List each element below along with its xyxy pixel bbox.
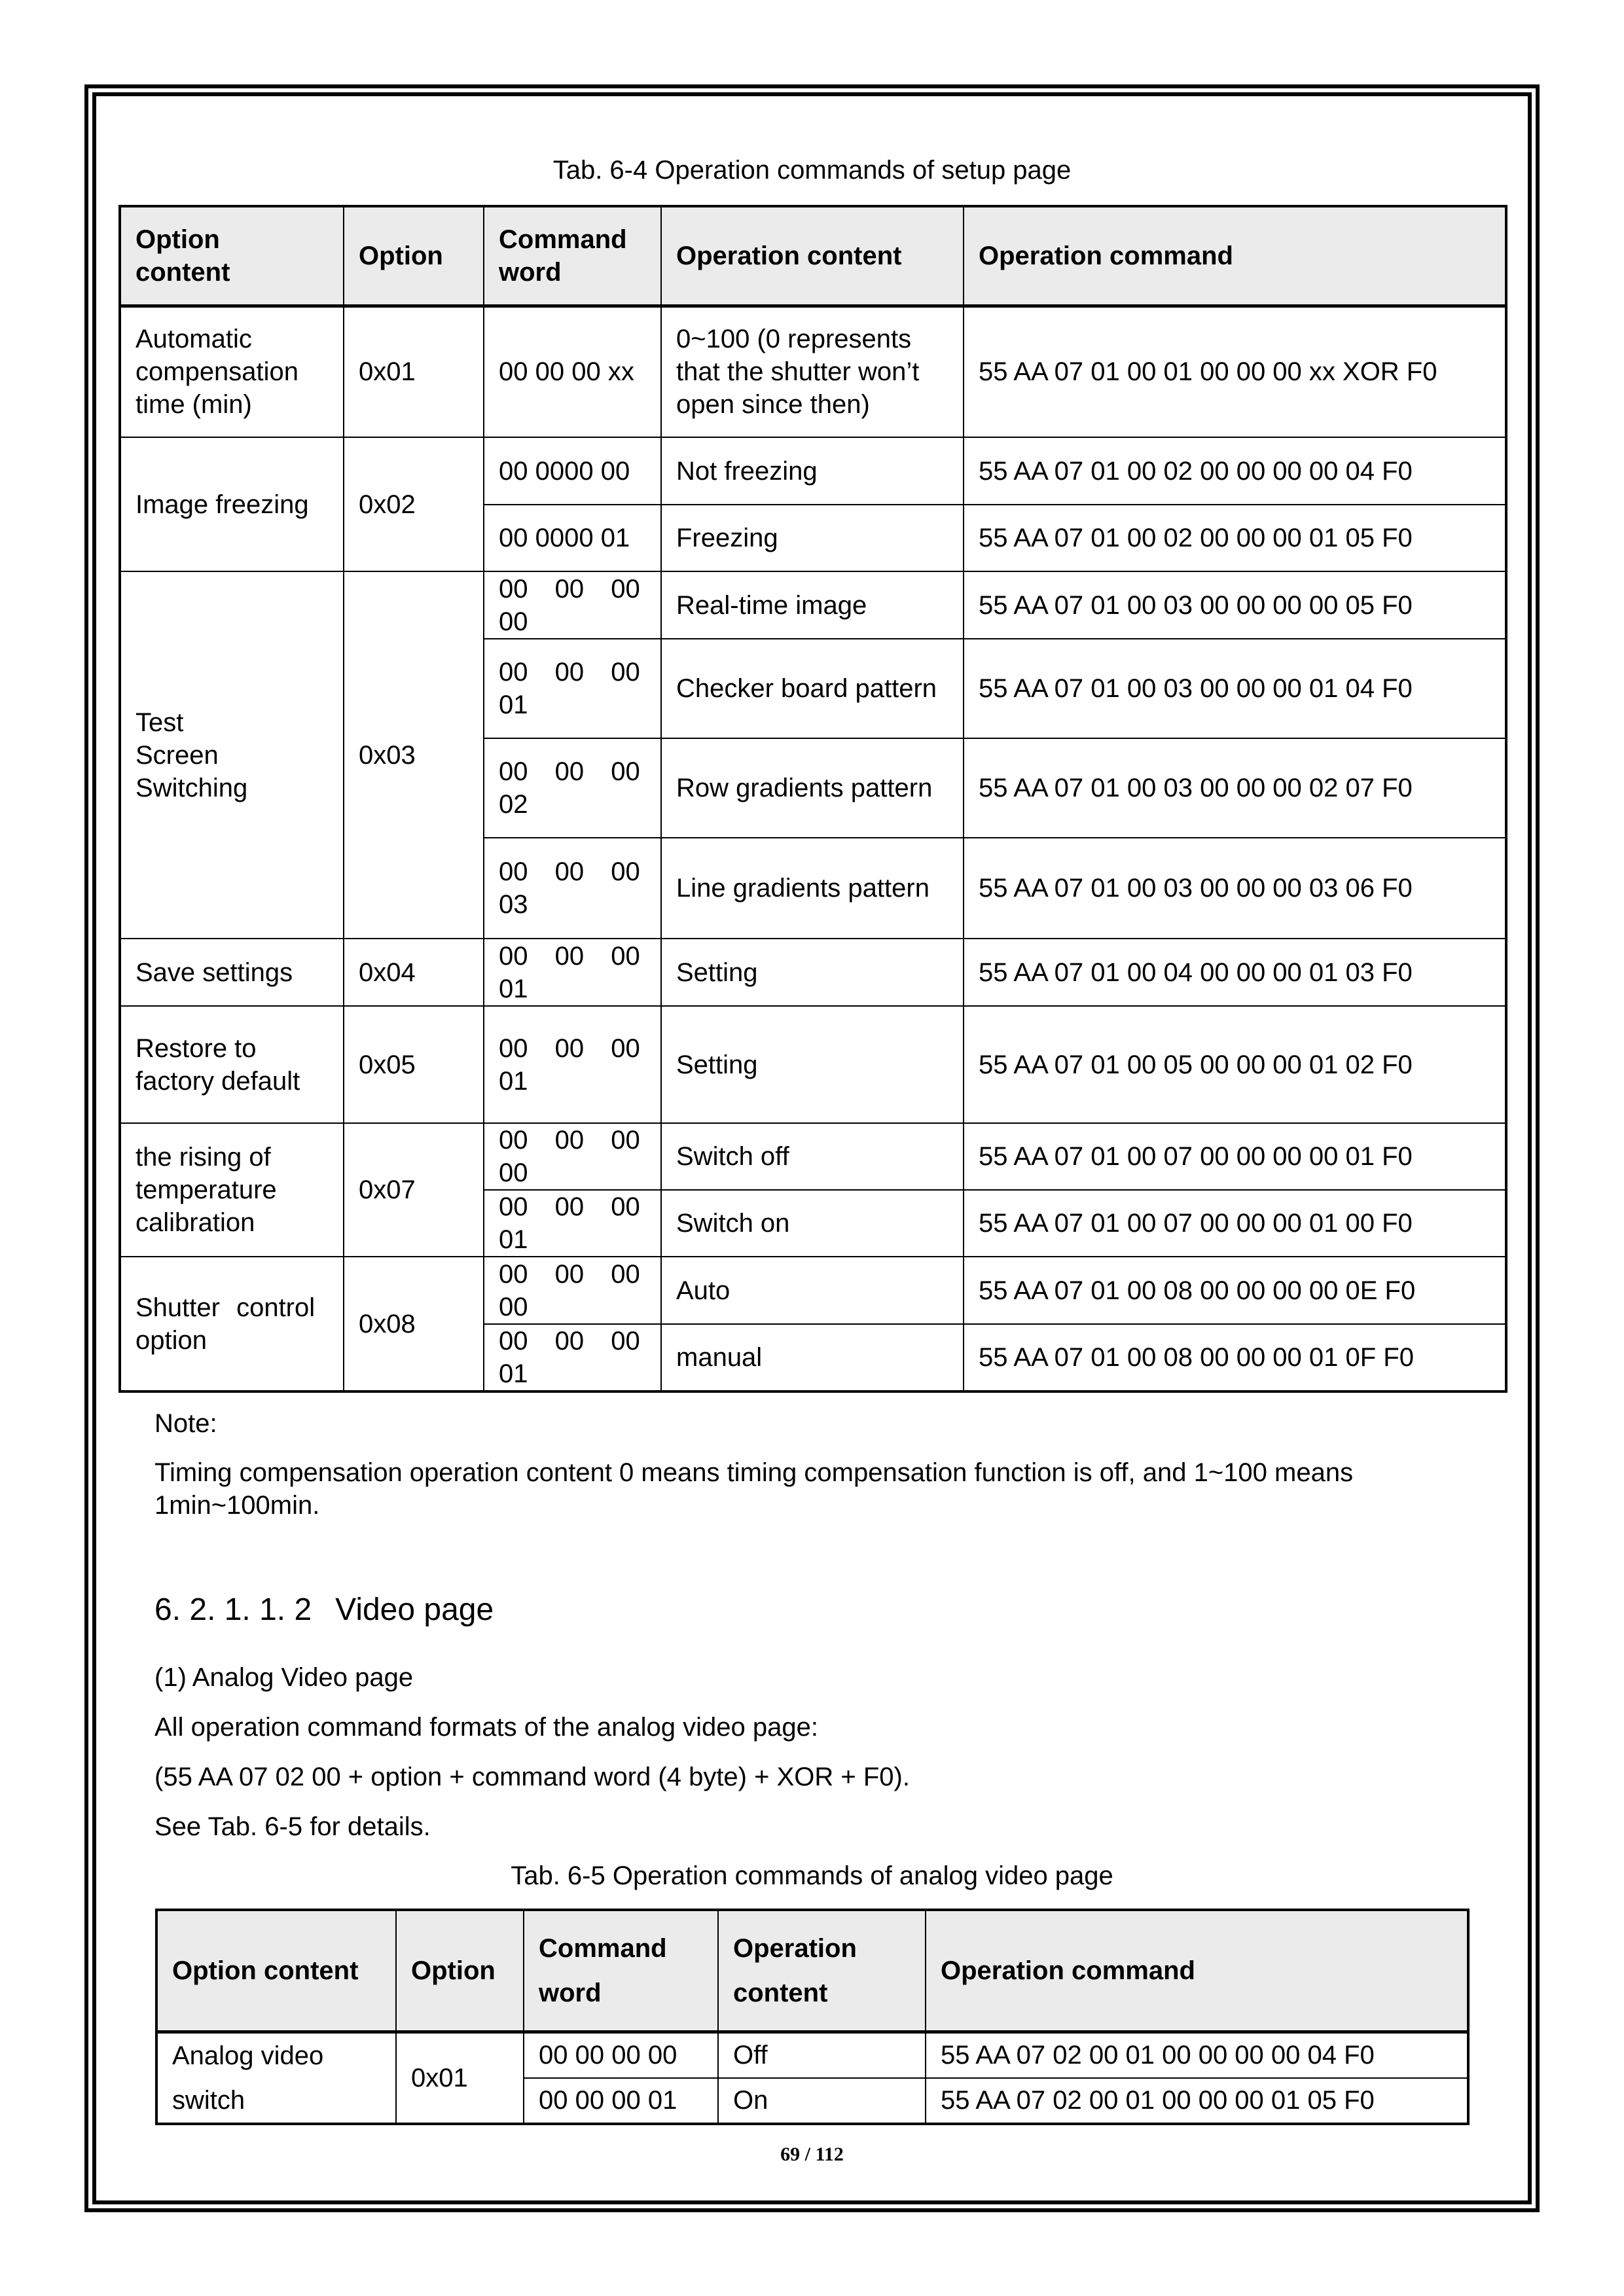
page-number: 69 / 112 bbox=[780, 2144, 844, 2165]
table-row bbox=[120, 306, 1506, 437]
operation-command-cell: 55 AA 07 02 00 01 00 00 00 00 04 F0 bbox=[926, 2032, 1468, 2078]
option-cell: 0x05 bbox=[344, 1006, 484, 1123]
paragraph: See Tab. 6-5 for details. bbox=[154, 1812, 431, 1841]
operation-content-cell: Checker board pattern bbox=[661, 639, 964, 738]
operation-content-cell: Setting bbox=[661, 1006, 964, 1123]
command-word-cell: 00 00 00 00 bbox=[484, 1123, 661, 1190]
operation-content-cell: Freezing bbox=[661, 505, 964, 571]
option-content-cell bbox=[120, 1006, 344, 1123]
operation-command-cell: 55 AA 07 01 00 02 00 00 00 00 04 F0 bbox=[964, 437, 1506, 505]
table-caption: Tab. 6-5 Operation commands of analog video page bbox=[511, 1861, 1113, 1890]
command-word-cell: 00 00 00 01 bbox=[484, 939, 661, 1006]
note-text: Timing compensation operation content 0 means timing compensation function is off, and 1~100 means 1min~100min. bbox=[154, 1458, 1354, 1520]
command-word-cell: 00 0000 01 bbox=[484, 505, 661, 571]
option-content-cell bbox=[120, 571, 344, 939]
table-row bbox=[120, 1123, 1506, 1190]
command-word-cell: 00 00 00 02 bbox=[484, 738, 661, 838]
operation-content-cell: Off bbox=[718, 2032, 926, 2078]
table-row bbox=[120, 939, 1506, 1006]
command-word-cell: 00 00 00 00 bbox=[524, 2032, 718, 2078]
command-word-cell: 00 00 00 01 bbox=[484, 1190, 661, 1257]
operation-command-cell: 55 AA 07 01 00 01 00 00 00 xx XOR F0 bbox=[964, 306, 1506, 437]
operation-command-cell: 55 AA 07 01 00 08 00 00 00 00 0E F0 bbox=[964, 1257, 1506, 1324]
header-operation-content: Operation content bbox=[661, 206, 964, 306]
option-cell: 0x08 bbox=[344, 1257, 484, 1391]
command-word-cell: 00 00 00 01 bbox=[484, 639, 661, 738]
command-word-cell: 00 00 00 01 bbox=[524, 2078, 718, 2123]
header-operation-content: Operation content bbox=[718, 1910, 926, 2032]
operation-content-cell: 0~100 (0 represents that the shutter won’t open since then) bbox=[661, 306, 964, 437]
operation-content-cell: Real-time image bbox=[661, 571, 964, 639]
option-content-line: switch bbox=[172, 2085, 245, 2115]
option-content-line: Screen bbox=[135, 740, 219, 770]
operation-content-cell: Switch off bbox=[661, 1123, 964, 1190]
operation-content-cell: Switch on bbox=[661, 1190, 964, 1257]
option-cell: 0x02 bbox=[344, 437, 484, 571]
table-row bbox=[156, 2032, 1468, 2078]
option-content-line: Analog video bbox=[172, 2041, 324, 2070]
operation-command-cell: 55 AA 07 01 00 07 00 00 00 01 00 F0 bbox=[964, 1190, 1506, 1257]
command-word-cell: 00 00 00 xx bbox=[484, 306, 661, 437]
option-content-cell: Shutter control option bbox=[120, 1257, 344, 1391]
header-operation-command: Operation command bbox=[964, 206, 1506, 306]
note-label: Note: bbox=[154, 1409, 217, 1438]
header-option-content: Option content bbox=[156, 1910, 396, 2032]
operation-content-cell: Not freezing bbox=[661, 437, 964, 505]
section-number: 6. 2. 1. 1. 2 bbox=[154, 1592, 312, 1627]
operation-command-cell: 55 AA 07 01 00 03 00 00 00 03 06 F0 bbox=[964, 838, 1506, 939]
header-option: Option bbox=[344, 206, 484, 306]
option-content-line: Switching bbox=[135, 773, 248, 802]
operation-command-cell: 55 AA 07 01 00 02 00 00 00 01 05 F0 bbox=[964, 505, 1506, 571]
operation-command-cell: 55 AA 07 01 00 07 00 00 00 00 01 F0 bbox=[964, 1123, 1506, 1190]
command-word-cell: 00 0000 00 bbox=[484, 437, 661, 505]
paragraph: All operation command formats of the analog video page: bbox=[154, 1713, 818, 1742]
operation-command-cell: 55 AA 07 01 00 03 00 00 00 01 04 F0 bbox=[964, 639, 1506, 738]
operation-content-cell: Row gradients pattern bbox=[661, 738, 964, 838]
option-content-cell: Save settings bbox=[120, 939, 344, 1006]
table-row bbox=[120, 1006, 1506, 1123]
command-word-cell: 00 00 00 01 bbox=[484, 1324, 661, 1391]
paragraph: (55 AA 07 02 00 + option + command word (4 byte) + XOR + F0). bbox=[154, 1763, 910, 1791]
table-caption: Tab. 6-4 Operation commands of setup page bbox=[552, 156, 1072, 185]
command-word-cell: 00 00 00 00 bbox=[484, 571, 661, 639]
option-content-cell: the rising of temperature calibration bbox=[120, 1123, 344, 1257]
command-word-cell: 00 00 00 00 bbox=[484, 1257, 661, 1324]
operation-command-cell: 55 AA 07 01 00 03 00 00 00 02 07 F0 bbox=[964, 738, 1506, 838]
option-cell: 0x01 bbox=[396, 2032, 524, 2124]
table-header-row bbox=[120, 206, 1506, 306]
table-row bbox=[120, 1257, 1506, 1324]
header-operation-command: Operation command bbox=[926, 1910, 1468, 2032]
option-cell: 0x03 bbox=[344, 571, 484, 939]
option-cell: 0x04 bbox=[344, 939, 484, 1006]
subsection-heading: (1) Analog Video page bbox=[154, 1663, 414, 1692]
header-option-content: Option content bbox=[120, 206, 344, 306]
operation-content-cell: On bbox=[718, 2078, 926, 2123]
operation-command-cell: 55 AA 07 01 00 03 00 00 00 00 05 F0 bbox=[964, 571, 1506, 639]
operation-content-cell: Setting bbox=[661, 939, 964, 1006]
setup-page-commands-table bbox=[118, 205, 1507, 1393]
header-command-word: Command word bbox=[484, 206, 661, 306]
operation-content-cell: Auto bbox=[661, 1257, 964, 1324]
option-content-cell bbox=[156, 2032, 396, 2124]
operation-command-cell: 55 AA 07 01 00 08 00 00 00 01 0F F0 bbox=[964, 1324, 1506, 1391]
header-option: Option bbox=[396, 1910, 524, 2032]
operation-content-cell: manual bbox=[661, 1324, 964, 1391]
option-content-cell: Image freezing bbox=[120, 437, 344, 571]
option-content-line: factory default bbox=[135, 1066, 300, 1096]
table-row bbox=[120, 437, 1506, 505]
option-cell: 0x01 bbox=[344, 306, 484, 437]
analog-video-commands-table bbox=[155, 1909, 1470, 2125]
operation-command-cell: 55 AA 07 01 00 04 00 00 00 01 03 F0 bbox=[964, 939, 1506, 1006]
section-title: Video page bbox=[335, 1592, 494, 1627]
option-content-line: Test bbox=[135, 708, 184, 737]
header-command-word: Command word bbox=[524, 1910, 718, 2032]
operation-command-cell: 55 AA 07 02 00 01 00 00 00 01 05 F0 bbox=[926, 2078, 1468, 2123]
table-row bbox=[120, 571, 1506, 639]
option-content-line: Restore to bbox=[135, 1033, 257, 1063]
table-header-row bbox=[156, 1910, 1468, 2032]
operation-content-cell: Line gradients pattern bbox=[661, 838, 964, 939]
command-word-cell: 00 00 00 01 bbox=[484, 1006, 661, 1123]
operation-command-cell: 55 AA 07 01 00 05 00 00 00 01 02 F0 bbox=[964, 1006, 1506, 1123]
option-cell: 0x07 bbox=[344, 1123, 484, 1257]
command-word-cell: 00 00 00 03 bbox=[484, 838, 661, 939]
section-heading bbox=[154, 1592, 494, 1628]
option-content-cell: Automatic compensation time (min) bbox=[120, 306, 344, 437]
